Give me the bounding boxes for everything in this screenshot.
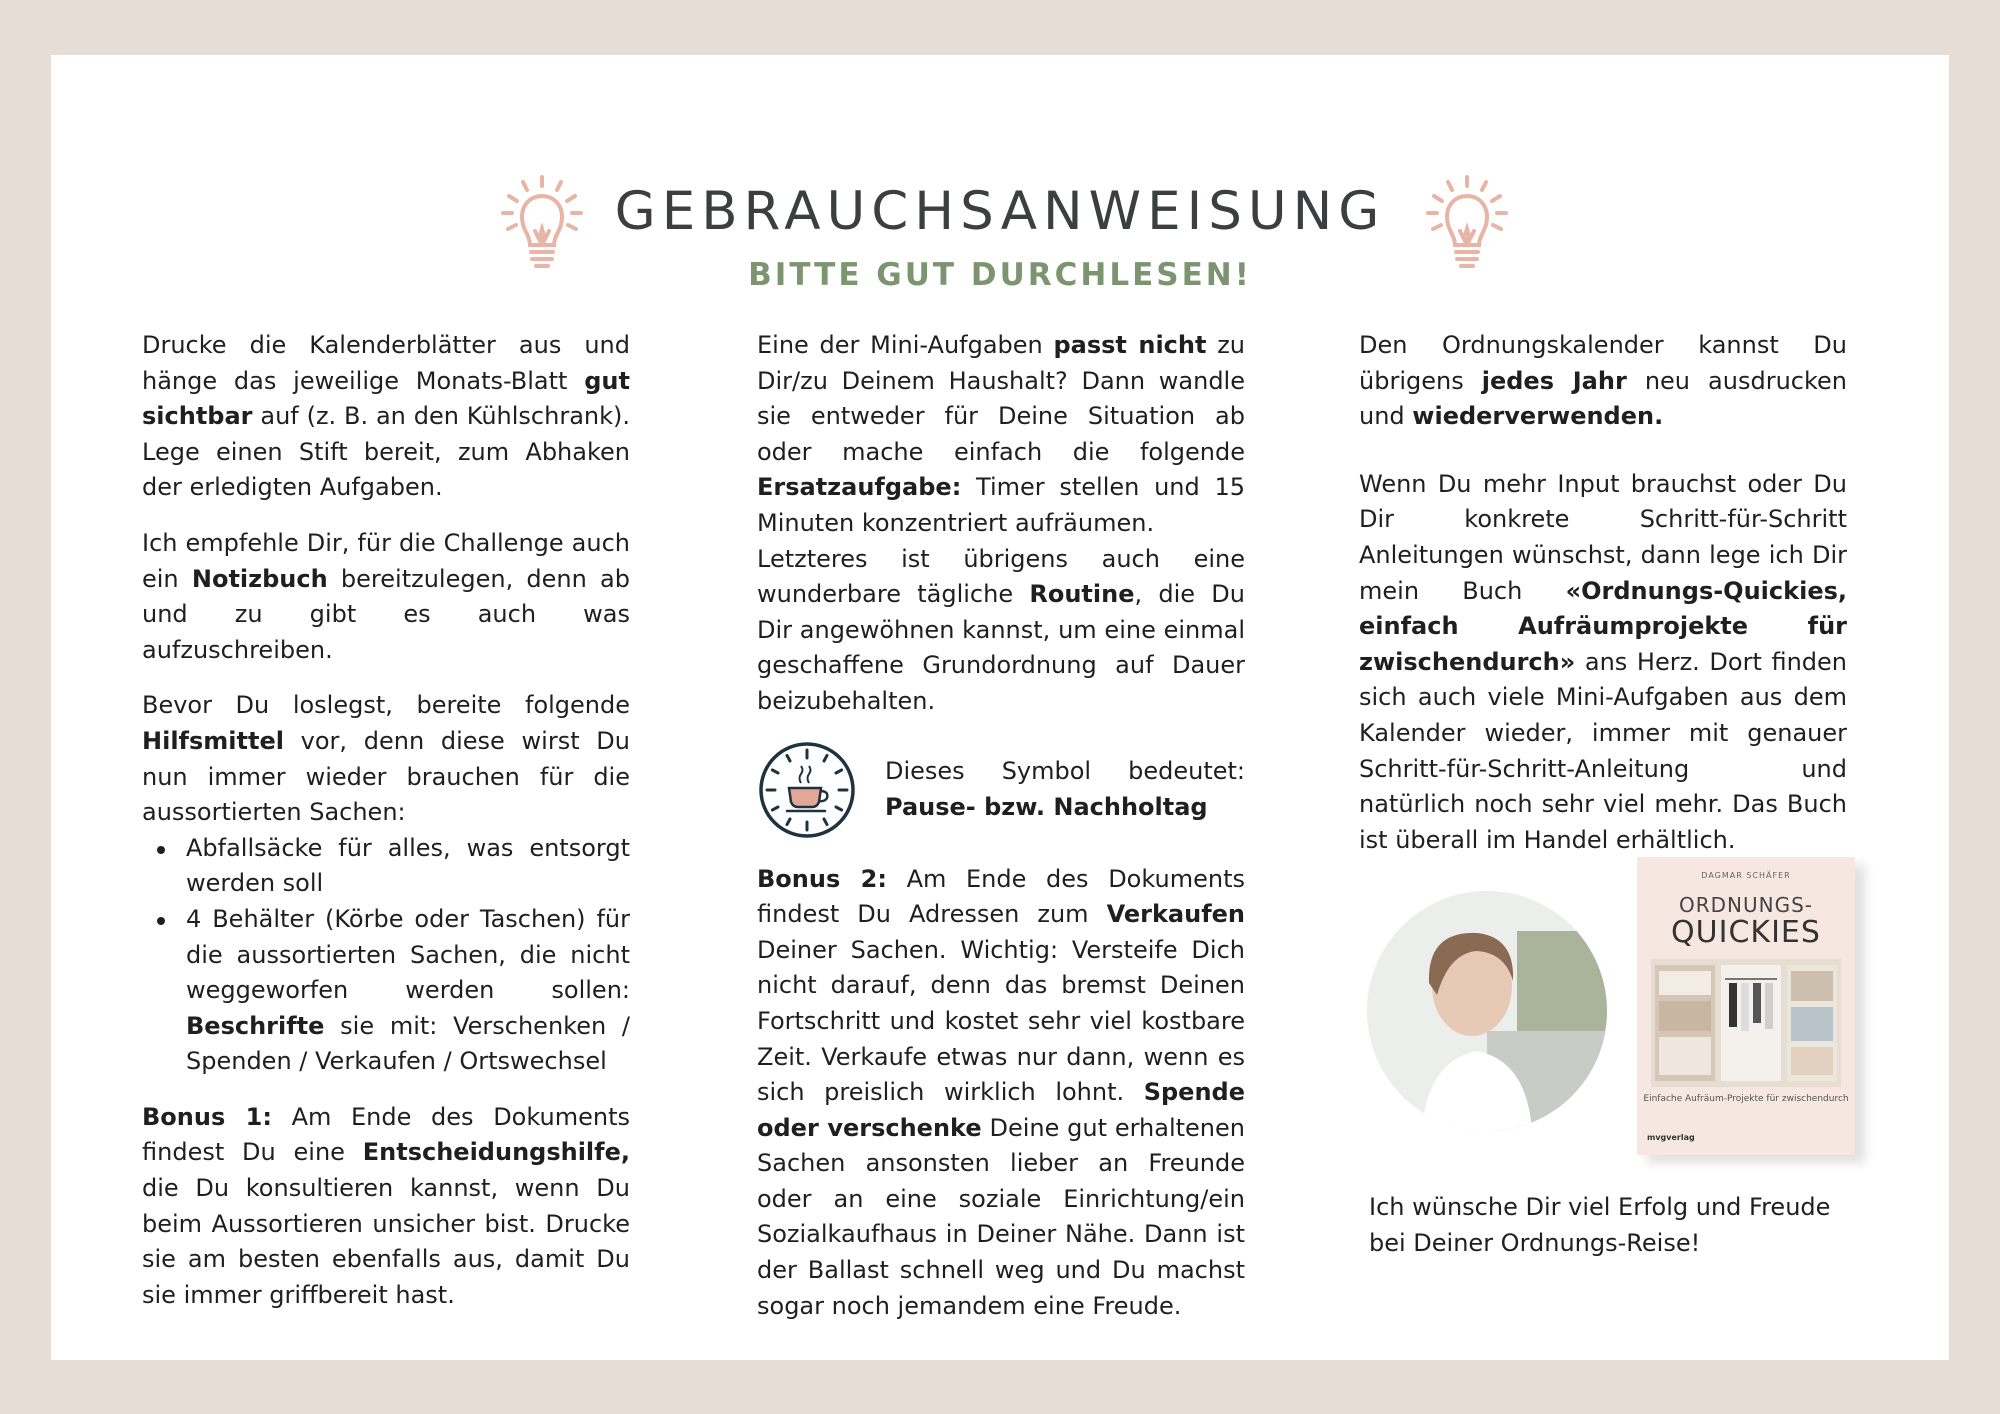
book-title: QUICKIES bbox=[1671, 915, 1821, 950]
list-item: 4 Behälter (Körbe oder Taschen) für die aussortierten Sachen, die nicht weggeworfen werden sollen: Beschrifte sie mit: Verschenken / Spenden / Verkaufen / Ortswechsel bbox=[142, 902, 630, 1080]
paragraph-notebook: Ich empfehle Dir, für die Challenge auch ein Notizbuch bereitzulegen, denn ab und zu gibt es auch was aufzuschreiben. bbox=[142, 528, 630, 664]
paragraph-book-recommendation: Wenn Du mehr Input brauchst oder Du Dir konkrete Schritt-für-Schritt Anleitungen wünschst, dann lege ich Dir mein Buch «Ordnungs-Quickies, einfach Aufräumprojekte für zwischendurch» ans Herz. Dort finden sich auch viele Mini-Aufgaben aus dem Kalender wieder, immer mit genauer Schritt-für-Schritt-Anleitung und natürlich noch sehr viel mehr. Das Buch ist überall im Handel erhältlich. bbox=[1359, 469, 1847, 854]
page-sheet bbox=[51, 55, 1949, 1360]
paragraph-bonus-1: Bonus 1: Am Ende des Dokuments findest Du eine Entscheidungshilfe, die Du konsultieren kannst, wenn Du beim Aussortieren unsicher bist. Drucke sie am besten ebenfalls aus, damit Du sie immer griffbereit hast. bbox=[142, 1102, 631, 1309]
symbol-description: Dieses Symbol bedeutet: Pause- bzw. Nachholtag bbox=[885, 756, 1245, 821]
paragraph-alternative-task: Eine der Mini-Aufgaben passt nicht zu Dir/zu Deinem Haushalt? Dann wandle sie entweder für Deine Situation ab oder mache einfach die folgende Ersatzaufgabe: Timer stellen und 15 Minuten konzentriert aufräumen. bbox=[757, 331, 1246, 537]
column-left bbox=[142, 328, 630, 1333]
paragraph-tools: Bevor Du loslegst, bereite folgende Hilfsmittel vor, denn diese wirst Du nun immer wieder brauchen für die aussortierten Sachen: bbox=[142, 691, 630, 827]
publisher-logo: mvgverlag bbox=[1647, 1133, 1695, 1142]
header bbox=[51, 173, 1949, 303]
paragraph-reuse: Den Ordnungskalender kannst Du übrigens jedes Jahr neu ausdrucken und wiederverwenden. bbox=[1359, 331, 1847, 431]
paragraph-bonus-2: Bonus 2: Am Ende des Dokuments findest Du Adressen zum Verkaufen Deiner Sachen. Wichtig: Versteife Dich nicht darauf, denn das bremst Deinen Fortschritt und kostet sehr viel kostbare Zeit. Verkaufe etwas nur dann, wenn es sich preislich wirklich lohnt. Spende oder verschenke Deine gut erhaltenen Sachen ansonsten lieber an Freunde oder an eine soziale Einrichtung/ein Sozialkaufhaus in Deiner Nähe. Dann ist der Ballast schnell weg und Du machst sogar noch jemandem eine Freude. bbox=[757, 864, 1246, 1320]
closing-note: Ich wünsche Dir viel Erfolg und Freude bei Deiner Ordnungs-Reise! bbox=[1369, 1193, 1831, 1257]
book-title: ORDNUNGS- bbox=[1678, 893, 1813, 917]
book-author: DAGMAR SCHÄFER bbox=[1701, 871, 1791, 880]
column-right bbox=[1359, 328, 1847, 878]
tools-list bbox=[142, 831, 630, 1080]
page-subtitle: BITTE GUT DURCHLESEN! bbox=[748, 257, 1252, 293]
paragraph-routine: Letzteres ist übrigens auch eine wunderbare tägliche Routine, die Du Dir angewöhnen kannst, um eine einmal geschaffene Grundordnung auf Dauer beizubehalten. bbox=[757, 544, 1245, 715]
book-subtitle: Einfache Aufräum-Projekte für zwischendurch bbox=[1643, 1094, 1849, 1104]
coffee-clock-icon bbox=[757, 740, 857, 840]
list-item: Abfallsäcke für alles, was entsorgt werden soll bbox=[142, 831, 630, 902]
page-title: GEBRAUCHSANWEISUNG bbox=[614, 181, 1386, 242]
author-photo bbox=[1367, 891, 1607, 1131]
book-cover bbox=[1637, 857, 1855, 1155]
book-cover-image bbox=[1651, 959, 1841, 1087]
symbol-legend bbox=[757, 740, 1245, 840]
paragraph-print-pages: Drucke die Kalenderblätter aus und hänge das jeweilige Monats-Blatt gut sichtbar auf (z. B. an den Kühlschrank). Lege einen Stift bereit, zum Abhaken der erledigten Aufgaben. bbox=[142, 331, 630, 502]
column-middle bbox=[757, 328, 1245, 1344]
